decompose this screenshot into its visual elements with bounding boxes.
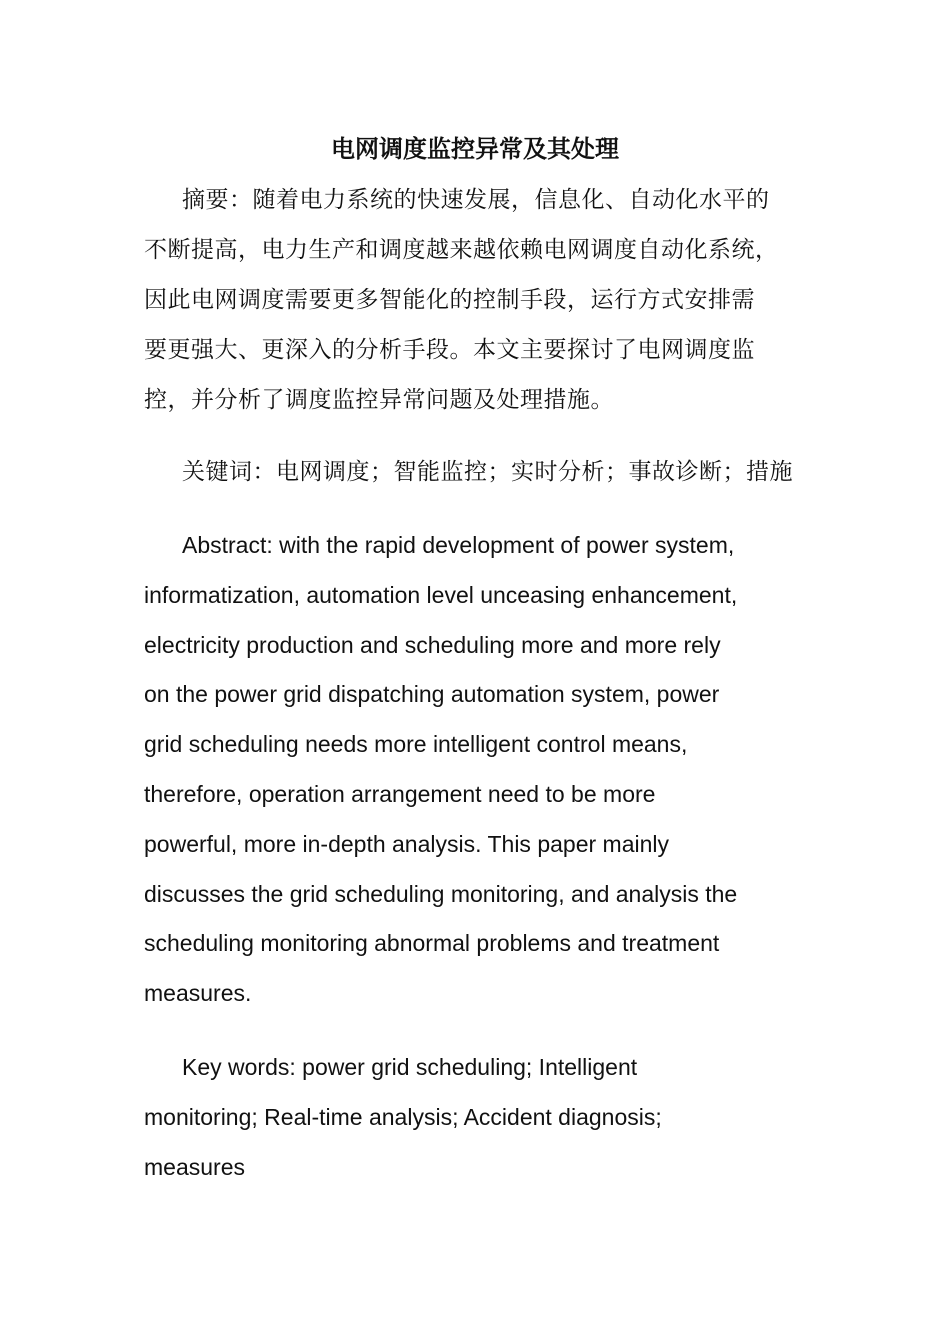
english-abstract-line: on the power grid dispatching automation system, power — [144, 681, 720, 708]
english-abstract — [144, 521, 814, 1019]
english-abstract-line: measures. — [144, 980, 252, 1007]
chinese-keywords — [144, 447, 814, 497]
english-abstract-line: scheduling monitoring abnormal problems and treatment — [144, 930, 720, 957]
chinese-keywords-line: 关键词：电网调度；智能监控；实时分析；事故诊断；措施 — [182, 459, 793, 485]
english-abstract-line: electricity production and scheduling more and more rely — [144, 631, 721, 658]
english-abstract-line: Abstract: with the rapid development of power system, — [182, 532, 735, 558]
chinese-abstract-line: 因此电网调度需要更多智能化的控制手段，运行方式安排需 — [144, 287, 755, 313]
english-abstract-line: grid scheduling needs more intelligent control means, — [144, 731, 688, 758]
english-keywords-line: Key words: power grid scheduling; Intelligent — [182, 1054, 638, 1080]
english-abstract-line: therefore, operation arrangement need to be more — [144, 780, 656, 807]
chinese-abstract — [144, 175, 814, 425]
chinese-abstract-line: 不断提高，电力生产和调度越来越依赖电网调度自动化系统， — [144, 237, 779, 263]
english-keywords-line: monitoring; Real-time analysis; Accident diagnosis; — [144, 1103, 662, 1130]
english-keywords — [144, 1043, 814, 1192]
document-title: 电网调度监控异常及其处理 — [331, 134, 619, 163]
chinese-abstract-line: 要更强大、更深入的分析手段。本文主要探讨了电网调度监 — [144, 337, 755, 363]
chinese-abstract-line: 控，并分析了调度监控异常问题及处理措施。 — [144, 387, 614, 413]
english-abstract-line: discusses the grid scheduling monitoring, and analysis the — [144, 880, 738, 907]
english-abstract-line: informatization, automation level unceasing enhancement, — [144, 581, 738, 608]
chinese-abstract-line: 摘要：随着电力系统的快速发展，信息化、自动化水平的 — [182, 187, 770, 213]
english-keywords-line: measures — [144, 1153, 245, 1180]
english-abstract-line: powerful, more in-depth analysis. This paper mainly — [144, 830, 669, 857]
